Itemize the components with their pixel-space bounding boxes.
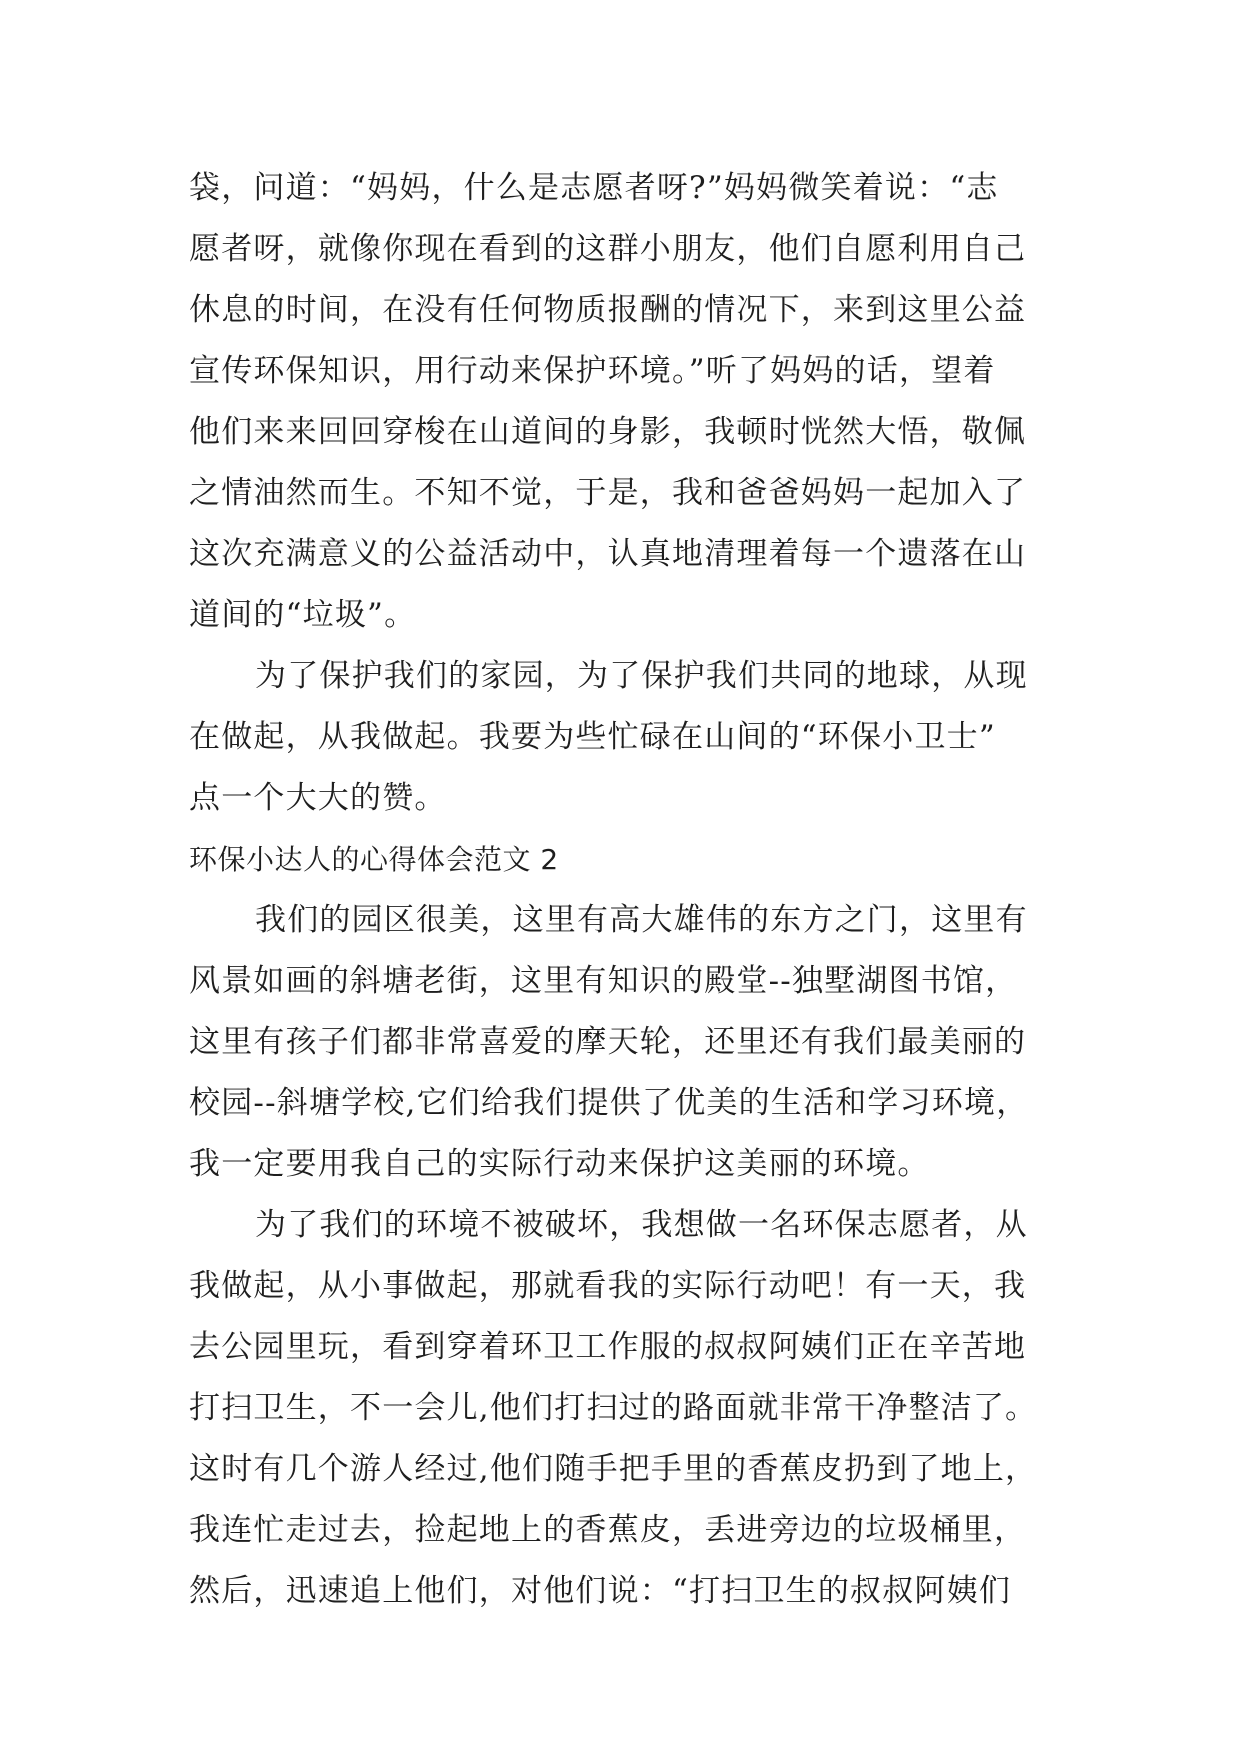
text-line: 我做起，从小事做起，那就看我的实际行动吧！有一天，我 xyxy=(189,1268,1027,1304)
paragraph-3 xyxy=(189,890,1069,1195)
text-line: 为了保护我们的家园，为了保护我们共同的地球，从现 xyxy=(255,658,1028,694)
text-line: 风景如画的斜塘老街，这里有知识的殿堂--独墅湖图书馆， xyxy=(189,963,1018,999)
paragraph-1 xyxy=(189,158,1069,646)
text-line: 为了我们的环境不被破坏，我想做一名环保志愿者，从 xyxy=(255,1207,1028,1243)
text-line: 道间的“垃圾”。 xyxy=(189,597,417,633)
paragraph-4 xyxy=(189,1195,1069,1622)
text-line: 去公园里玩，看到穿着环卫工作服的叔叔阿姨们正在辛苦地 xyxy=(189,1329,1027,1365)
text-line: 袋，问道：“妈妈，什么是志愿者呀?”妈妈微笑着说：“志 xyxy=(189,170,999,206)
text-line: 这时有几个游人经过,他们随手把手里的香蕉皮扔到了地上， xyxy=(189,1451,1038,1487)
text-line: 这里有孩子们都非常喜爱的摩天轮，还里还有我们最美丽的 xyxy=(189,1024,1027,1060)
paragraph-2 xyxy=(189,646,1069,829)
text-line: 这次充满意义的公益活动中，认真地清理着每一个遗落在山 xyxy=(189,536,1027,572)
text-line: 然后，迅速追上他们，对他们说：“打扫卫生的叔叔阿姨们 xyxy=(189,1573,1012,1609)
text-line: 愿者呀，就像你现在看到的这群小朋友，他们自愿利用自己 xyxy=(189,231,1027,267)
text-line: 休息的时间，在没有任何物质报酬的情况下，来到这里公益 xyxy=(189,292,1027,328)
section-heading: 环保小达人的心得体会范文 2 xyxy=(189,843,559,876)
text-line: 打扫卫生，不一会儿,他们打扫过的路面就非常干净整洁了。 xyxy=(189,1390,1038,1426)
text-line: 我一定要用我自己的实际行动来保护这美丽的环境。 xyxy=(189,1146,930,1182)
text-line: 在做起，从我做起。我要为些忙碌在山间的“环保小卫士” xyxy=(189,719,996,755)
text-line: 宣传环保知识，用行动来保护环境。”听了妈妈的话，望着 xyxy=(189,353,996,389)
text-line: 我们的园区很美，这里有高大雄伟的东方之门，这里有 xyxy=(255,902,1028,938)
text-line: 校园--斜塘学校,它们给我们提供了优美的生活和学习环境， xyxy=(189,1085,1029,1121)
text-line: 之情油然而生。不知不觉，于是，我和爸爸妈妈一起加入了 xyxy=(189,475,1027,511)
document-body xyxy=(189,158,1069,1622)
text-line: 点一个大大的赞。 xyxy=(189,780,447,816)
text-line: 他们来来回回穿梭在山道间的身影，我顿时恍然大悟，敬佩 xyxy=(189,414,1027,450)
text-line: 我连忙走过去，捡起地上的香蕉皮，丢进旁边的垃圾桶里， xyxy=(189,1512,1027,1548)
